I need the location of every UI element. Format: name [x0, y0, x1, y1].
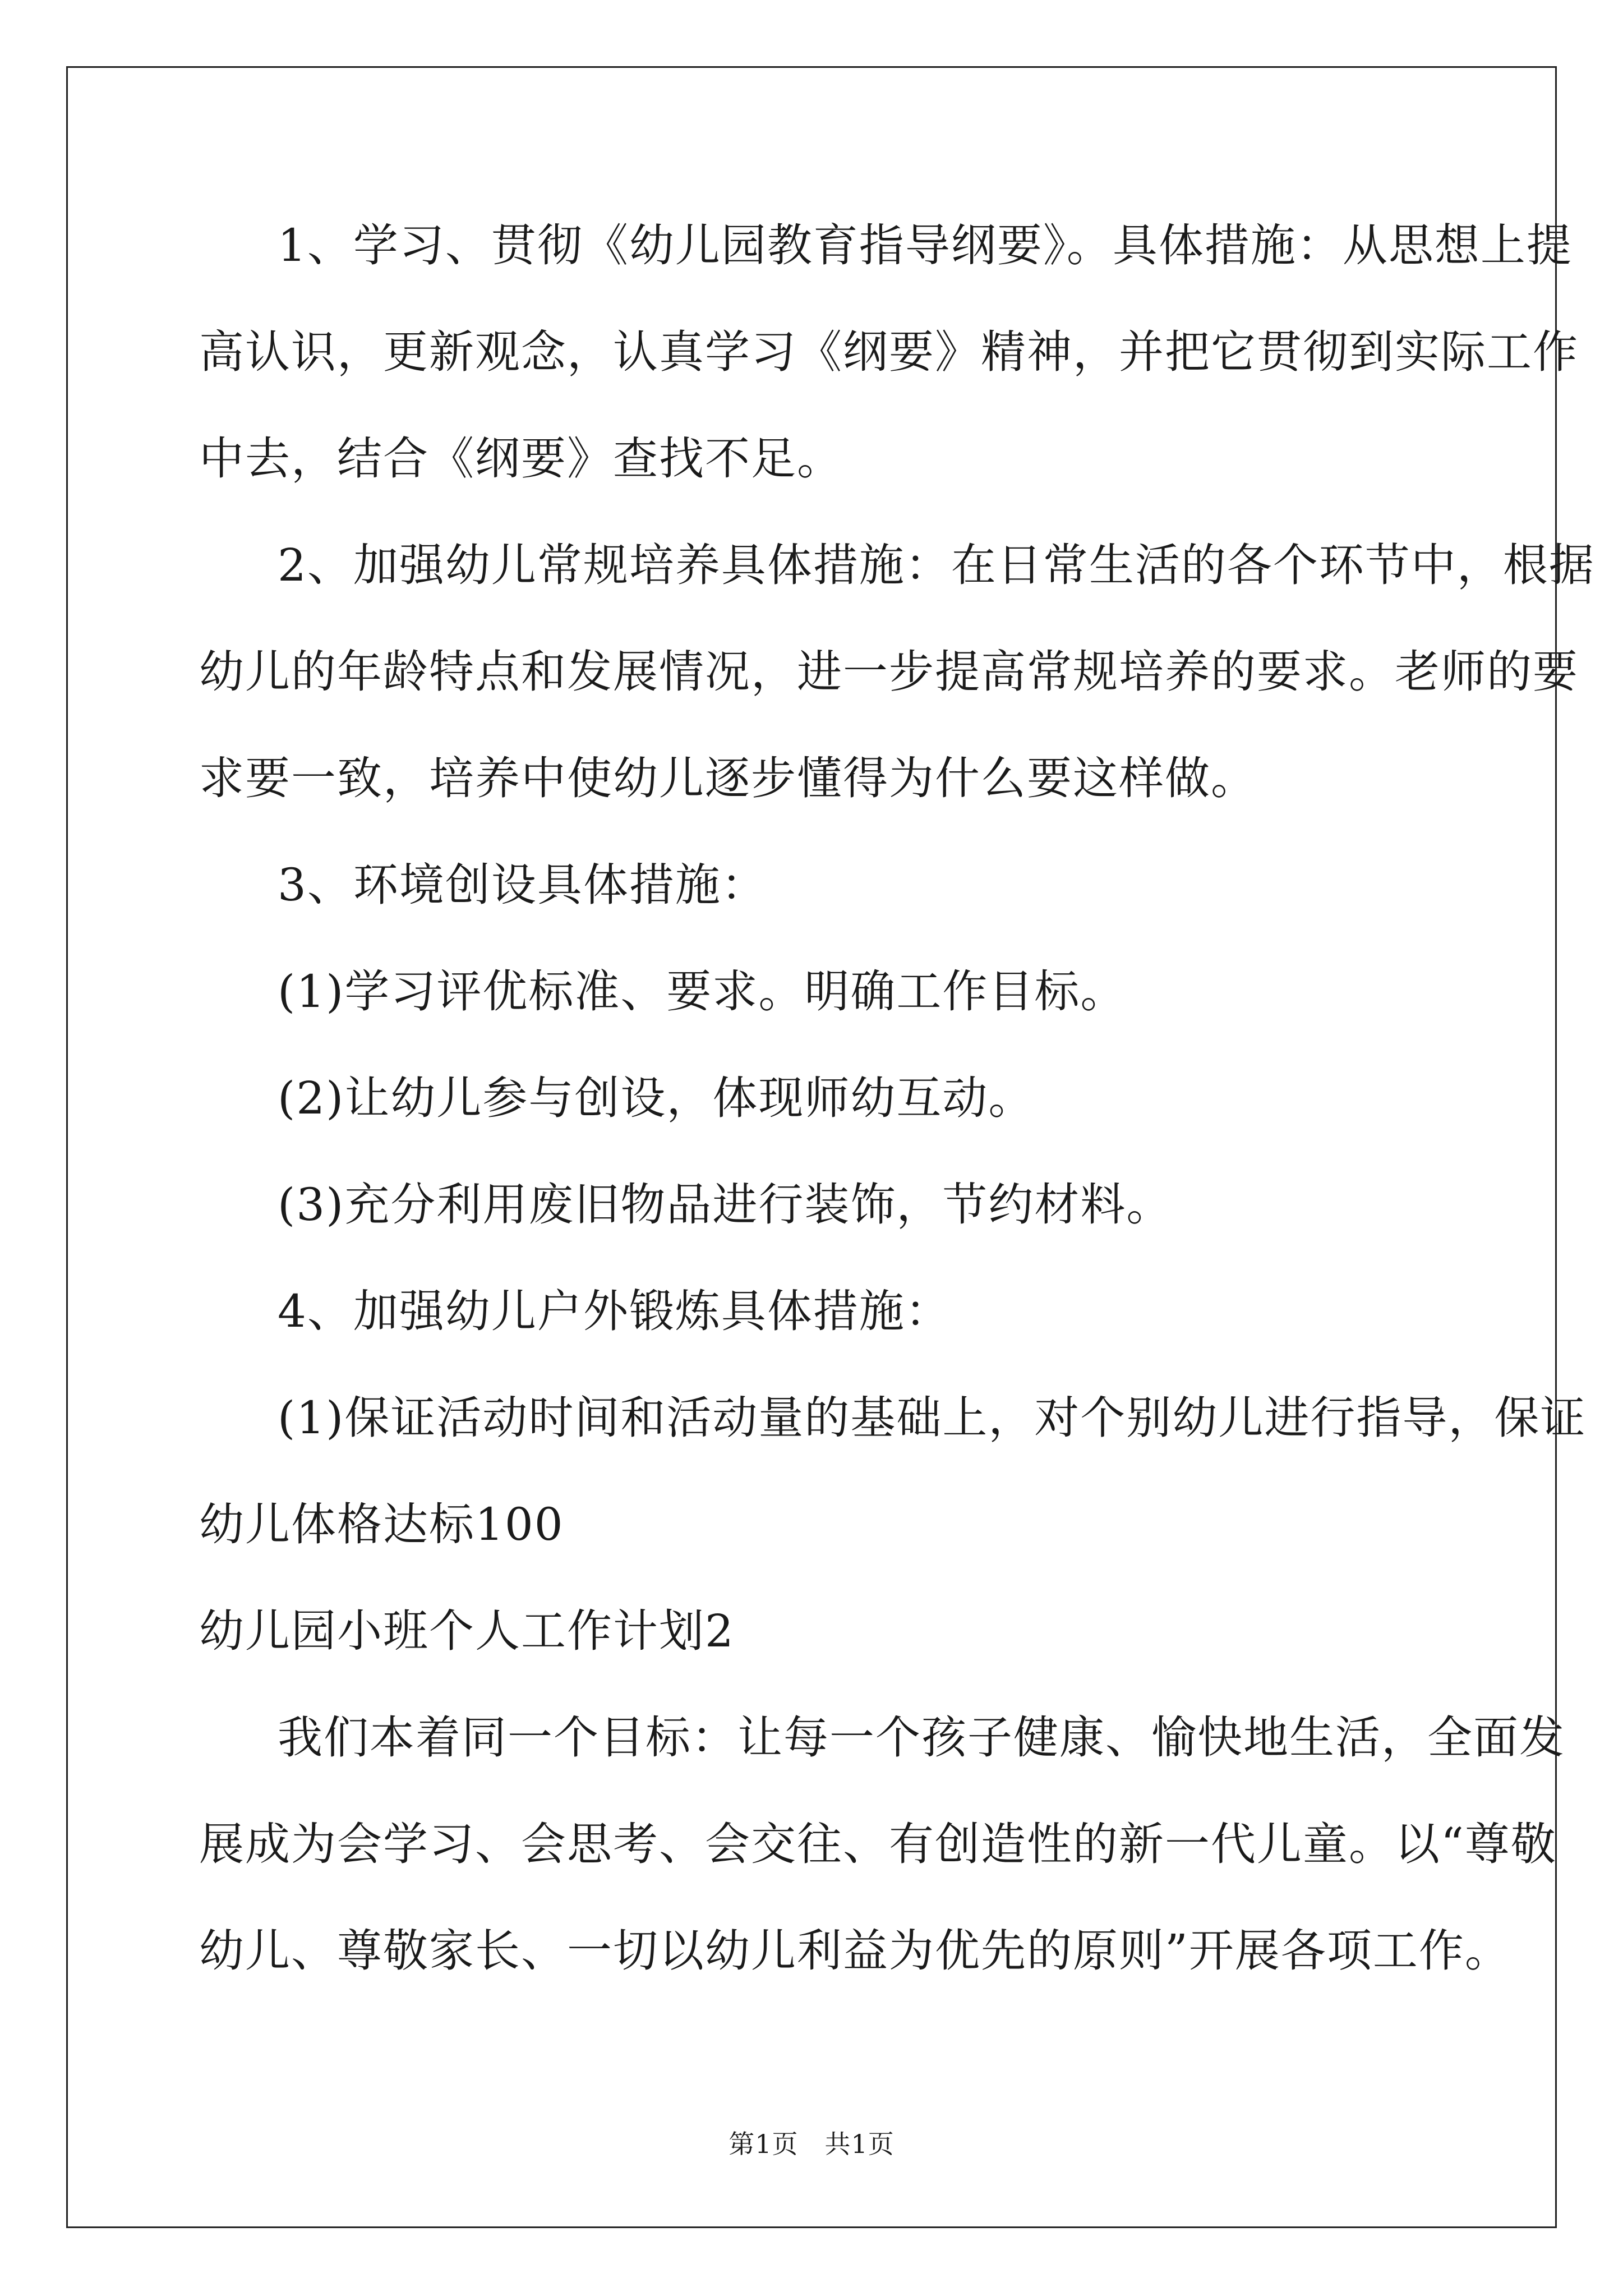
- paragraph-4-heading: 4、加强幼儿户外锻炼具体措施：: [278, 1285, 951, 1337]
- paragraph-4-item-1-line-2: 幼儿体格达标100: [199, 1498, 564, 1550]
- paragraph-3-heading: 3、环境创设具体措施：: [278, 859, 767, 911]
- paragraph-2-line-3: 求要一致，培养中使幼儿逐步懂得为什么要这样做。: [199, 752, 1257, 804]
- paragraph-2-line-2: 幼儿的年龄特点和发展情况，进一步提高常规培养的要求。老师的要: [199, 646, 1579, 698]
- paragraph-5-line-2: 展成为会学习、会思考、会交往、有创造性的新一代儿童。以“尊敬: [199, 1818, 1557, 1870]
- paragraph-3-item-2: (2)让幼儿参与创设，体现师幼互动。: [278, 1072, 1035, 1124]
- page-border: [66, 66, 1557, 2228]
- paragraph-5-line-3: 幼儿、尊敬家长、一切以幼儿利益为优先的原则”开展各项工作。: [199, 1925, 1511, 1977]
- paragraph-3-item-1: (1)学习评优标准、要求。明确工作目标。: [278, 965, 1127, 1018]
- paragraph-2-line-1: 2、加强幼儿常规培养具体措施：在日常生活的各个环节中，根据: [278, 539, 1595, 591]
- paragraph-1-line-3: 中去，结合《纲要》查找不足。: [199, 432, 843, 485]
- paragraph-1-line-2: 高认识，更新观念，认真学习《纲要》精神，并把它贯彻到实际工作: [199, 326, 1579, 378]
- paragraph-4-item-1-line-1: (1)保证活动时间和活动量的基础上，对个别幼儿进行指导，保证: [278, 1392, 1587, 1444]
- paragraph-3-item-3: (3)充分利用废旧物品进行装饰，节约材料。: [278, 1179, 1173, 1231]
- section-title: 幼儿园小班个人工作计划2: [199, 1605, 735, 1657]
- paragraph-5-line-1: 我们本着同一个目标：让每一个孩子健康、愉快地生活，全面发: [278, 1711, 1565, 1764]
- page-number: 第1页 共1页: [728, 2129, 895, 2159]
- paragraph-1-line-1: 1、学习、贯彻《幼儿园教育指导纲要》。具体措施：从思想上提: [278, 219, 1573, 272]
